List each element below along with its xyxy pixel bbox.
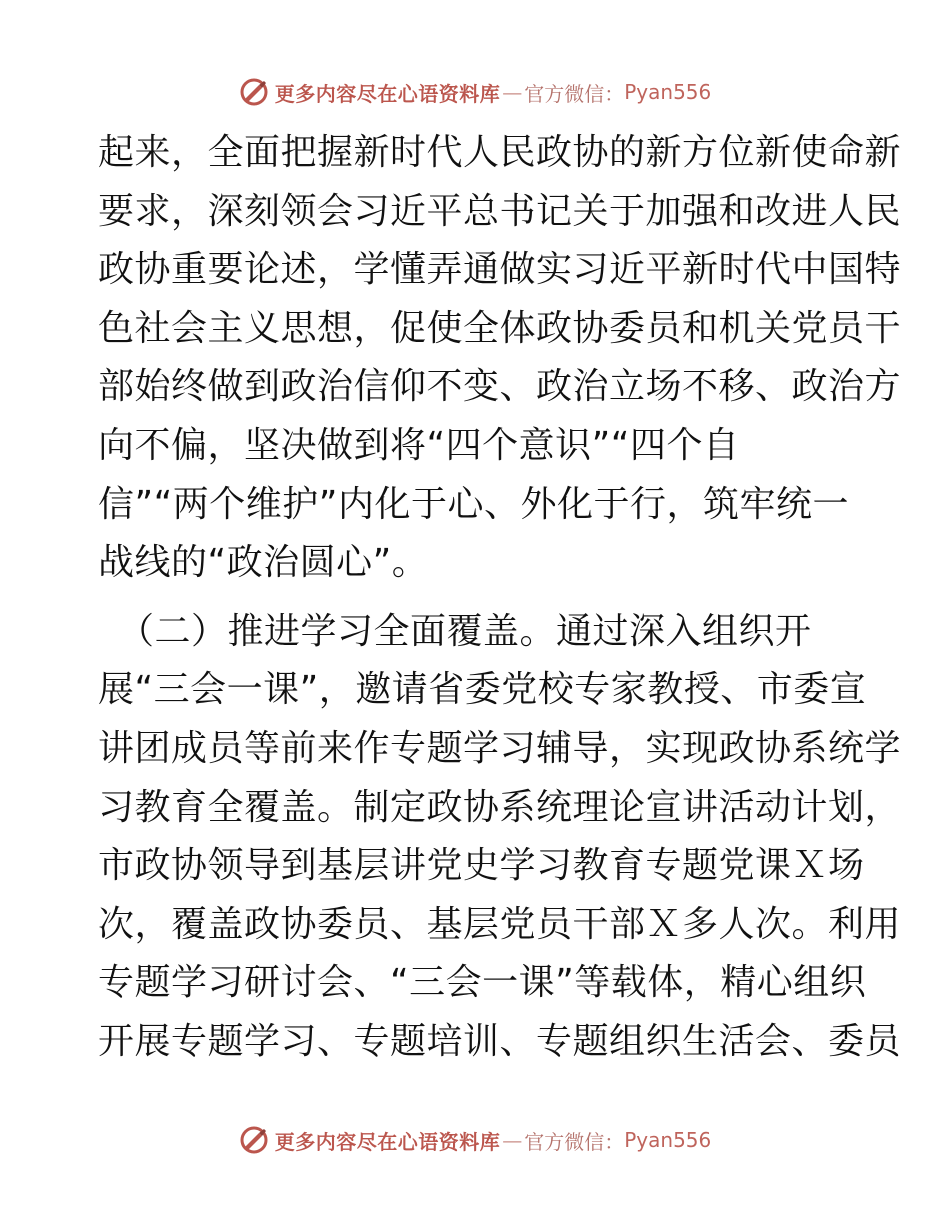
paragraph-2 (98, 603, 902, 1072)
text-line: 开展专题学习、专题培训、专题组织生活会、委员 (98, 1020, 902, 1062)
text-line: 信”“两个维护”内化于心、外化于行，筑牢统一 (98, 483, 849, 525)
footer-watermark (0, 1120, 950, 1160)
watermark-label: 官方微信： (524, 1129, 625, 1154)
watermark-wechat-id: Pyan556 (624, 80, 712, 104)
text-line: 次，覆盖政协委员、基层党员干部Ｘ多人次。利用 (98, 903, 902, 945)
section-heading-line: （二）推进学习全面覆盖。通过深入组织开 (118, 610, 812, 652)
pen-circle-logo-icon (239, 1125, 269, 1155)
watermark-wechat-id: Pyan556 (624, 1128, 712, 1152)
text-line: 向不偏，坚决做到将“四个意识”“四个自 (98, 424, 740, 466)
text-line: 专题学习研讨会、“三会一课”等载体，精心组织 (98, 962, 867, 1004)
text-line: 政协重要论述，学懂弄通做实习近平新时代中国特 (98, 249, 902, 291)
pen-circle-logo-icon (239, 77, 269, 107)
text-line: 讲团成员等前来作专题学习辅导，实现政协系统学 (98, 727, 902, 769)
text-line: 展“三会一课”，邀请省委党校专家教授、市委宣 (98, 669, 867, 711)
document-body (98, 124, 902, 1072)
text-line: 部始终做到政治信仰不变、政治立场不移、政治方 (98, 366, 902, 408)
header-watermark (0, 72, 950, 112)
text-line: 市政协领导到基层讲党史学习教育专题党课Ｘ场 (98, 845, 865, 887)
watermark-text: 更多内容尽在心语资料库 (274, 81, 501, 106)
watermark-text: 更多内容尽在心语资料库 (274, 1129, 501, 1154)
text-line: 战线的“政治圆心”。 (98, 542, 429, 584)
text-line: 习教育全覆盖。制定政协系统理论宣讲活动计划， (98, 786, 902, 828)
paragraph-gap (98, 593, 858, 603)
watermark-separator: — (502, 1128, 523, 1152)
watermark-separator: — (502, 80, 523, 104)
text-line: 要求，深刻领会习近平总书记关于加强和改进人民 (98, 190, 902, 232)
text-line: 起来，全面把握新时代人民政协的新方位新使命新 (98, 132, 902, 173)
paragraph-1 (98, 124, 902, 593)
text-line: 色社会主义思想，促使全体政协委员和机关党员干 (98, 307, 902, 349)
watermark-label: 官方微信： (524, 81, 625, 106)
